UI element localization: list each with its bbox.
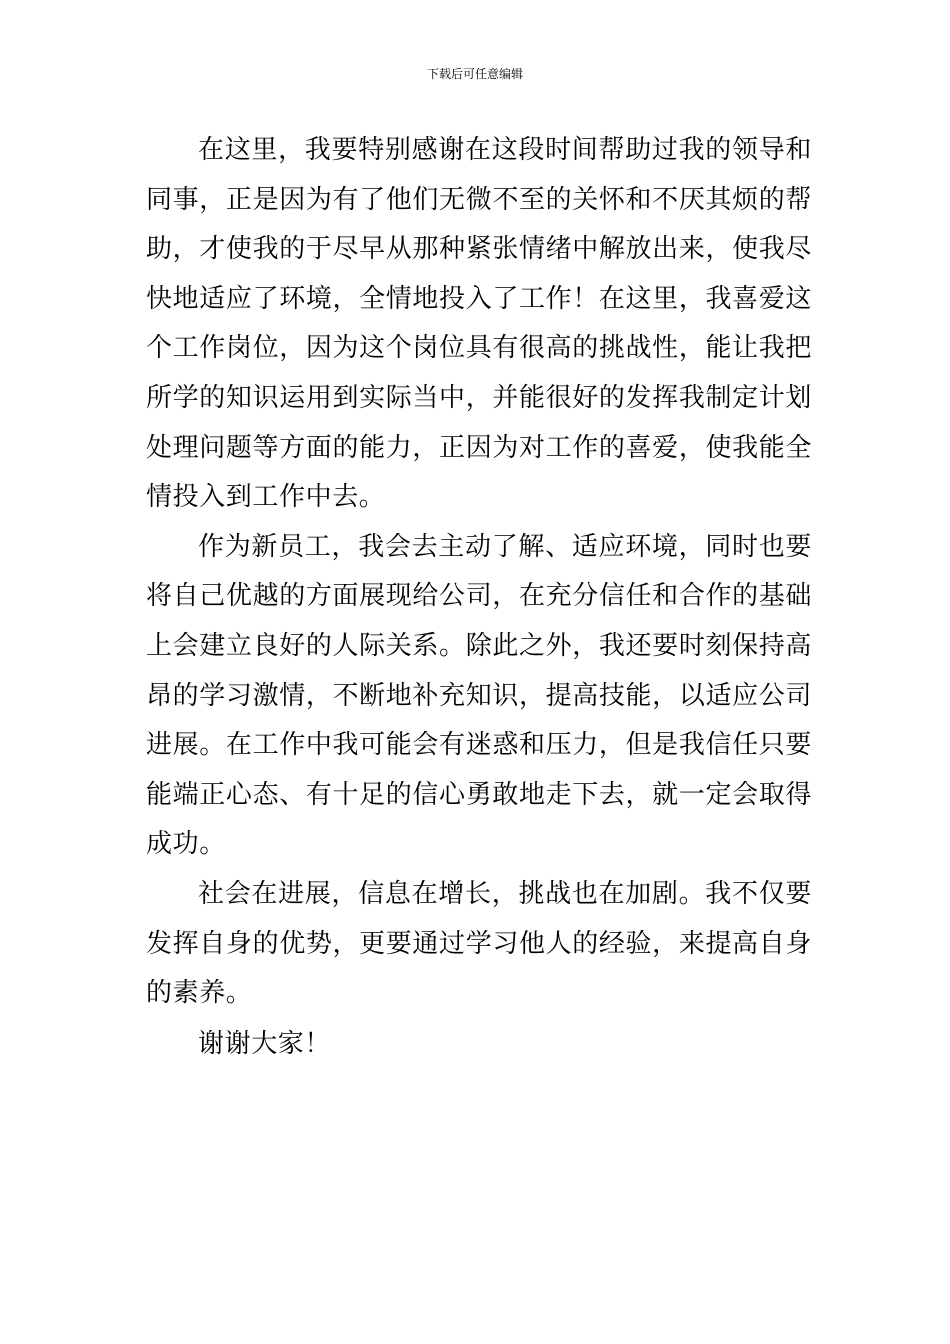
paragraph-3: 社会在进展，信息在增长，挑战也在加剧。我不仅要发挥自身的优势，更要通过学习他人的经验，来提高自身的素养。 xyxy=(146,878,812,1009)
page-header: 下载后可任意编辑 xyxy=(426,67,523,81)
closing-line: 谢谢大家！ xyxy=(198,1028,332,1059)
document-body xyxy=(146,126,812,1069)
paragraph-1: 在这里，我要特别感谢在这段时间帮助过我的领导和同事，正是因为有了他们无微不至的关怀和不厌其烦的帮助，才使我的于尽早从那种紧张情绪中解放出来，使我尽快地适应了环境，全情地投入了工作！在这里，我喜爱这个工作岗位，因为这个岗位具有很高的挑战性，能让我把所学的知识运用到实际当中，并能很好的发挥我制定计划处理问题等方面的能力，正因为对工作的喜爱，使我能全情投入到工作中去。 xyxy=(146,135,812,513)
paragraph-2: 作为新员工，我会去主动了解、适应环境，同时也要将自己优越的方面展现给公司，在充分信任和合作的基础上会建立良好的人际关系。除此之外，我还要时刻保持高昂的学习激情，不断地补充知识，提高技能，以适应公司进展。在工作中我可能会有迷惑和压力，但是我信任只要能端正心态、有十足的信心勇敢地走下去，就一定会取得成功。 xyxy=(146,531,812,860)
